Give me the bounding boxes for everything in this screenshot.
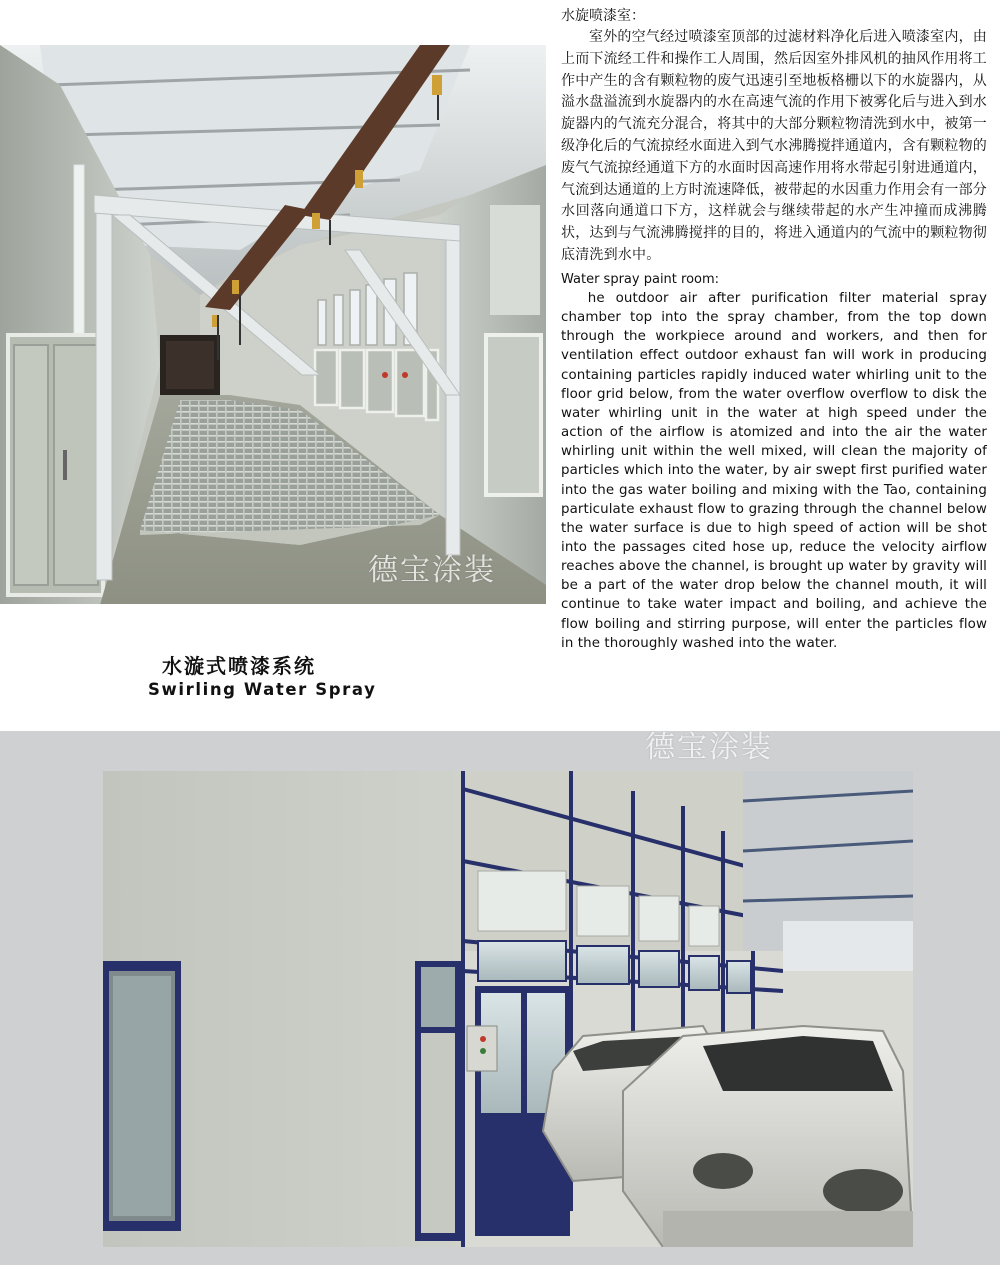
booth-exterior-photo <box>103 771 913 1247</box>
english-section-title: Water spray paint room: <box>561 271 720 287</box>
article-text-column <box>561 5 987 720</box>
booth-exterior-illustration <box>103 771 913 1247</box>
watermark-bottom: 德宝涂装 <box>645 730 773 765</box>
caption-chinese: 水漩式喷漆系统 <box>162 654 316 678</box>
english-description: he outdoor air after purification filter material spray chamber top into the spray chamber, from the top down through the workpiece around and workers, and then for ventilation effect outdoor exhaust fan will work in producing containing particles rapidly induced water whirling unit to the floor grid below, from the water overflow overflow to disk the water whirling unit in the water at high speed under the action of the airflow is atomized and into the air the water whirling unit within the well mixed, will clean the majority of particles which into the water, by air swept first purified water into the gas water boiling and mixing with the Tao, containing particulate exhaust flow to grazing through the channel below the water surface is due to high speed of action will be shot into the passages cited hose up, reduce the velocity airflow reaches above the channel, is brought up water by gravity will be a part of the water drop below the channel mouth, it will continue to take water impact and boiling, and achieve the flow boiling and stirring purpose, will enter the particles flow in the thoroughly washed into the water. <box>561 290 987 651</box>
caption-english: Swirling Water Spray <box>148 680 377 699</box>
watermark-top: 德宝涂装 <box>368 553 496 588</box>
booth-interior-illustration <box>0 45 546 604</box>
chinese-section-title: 水旋喷漆室： <box>561 8 645 24</box>
chinese-description: 室外的空气经过喷漆室顶部的过滤材料净化后进入喷漆室内，由上而下流经工件和操作工人周围，然后因室外排风机的抽风作用将工作中产生的含有颗粒物的废气迅速引至地板格栅以下的水旋器内，从溢水盘溢流到水旋器内的水在高速气流的作用下被雾化后与进入到水旋器内的气流充分混合，将其中的大部分颗粒物清洗到水中，被第一级净化后的气流掠经水面进入到气水沸腾搅拌通道内，含有颗粒物的废气气流掠经通道下方的水面时因高速作用将水带起引射进通道内，气流到达通道的上方时流速降低，被带起的水因重力作用会有一部分水回落向通道口下方，这样就会与继续带起的水产生冲撞而成沸腾状，达到与气流沸腾搅拌的目的，将进入通道内的气流中的颗粒物彻底清洗到水中。 <box>561 29 987 263</box>
booth-interior-photo <box>0 45 546 604</box>
